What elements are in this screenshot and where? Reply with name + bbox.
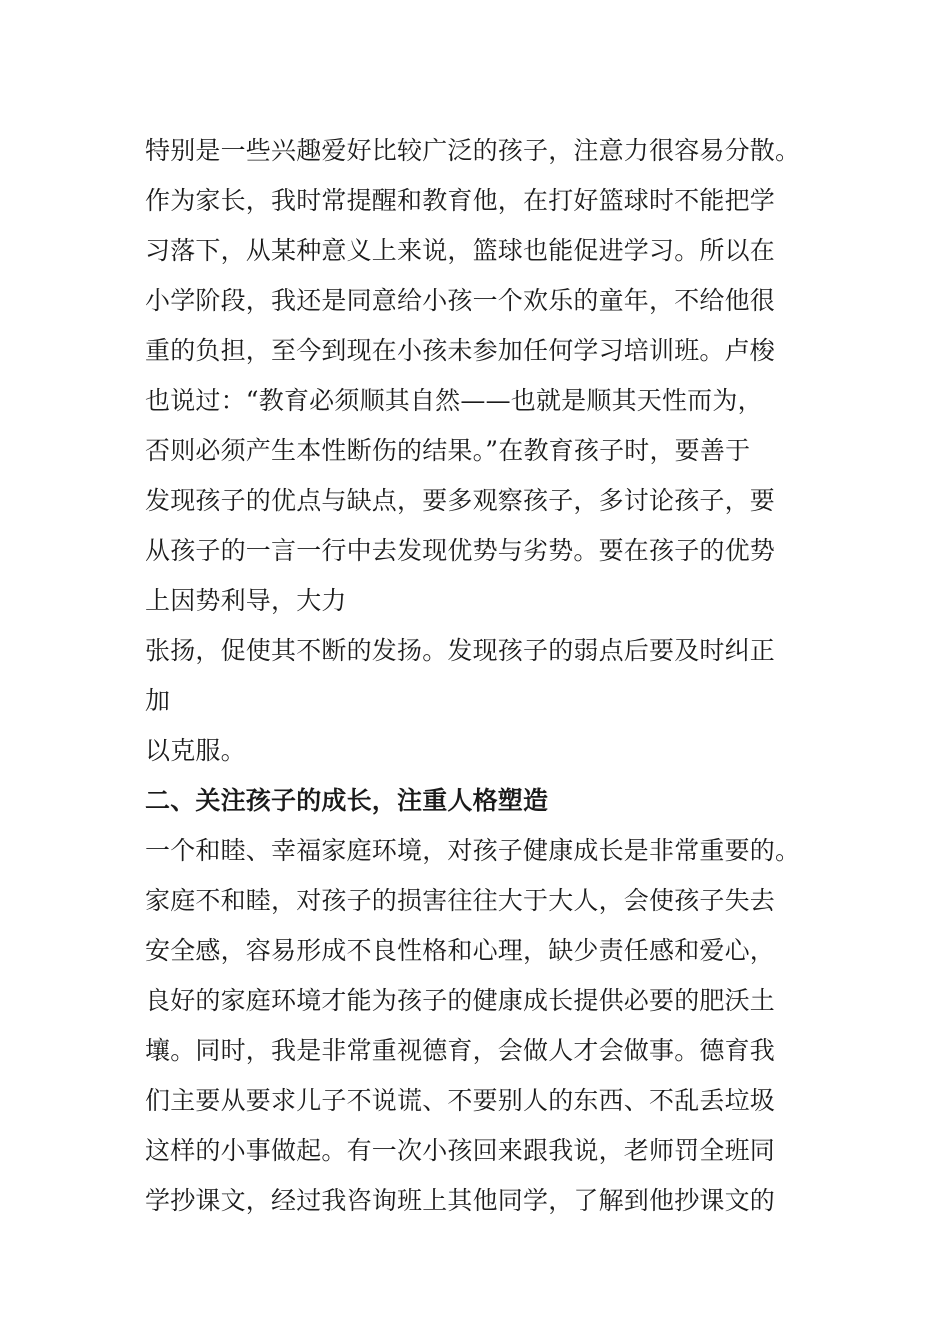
paragraph-line: 壤。同时，我是非常重视德育，会做人才会做事。德育我 xyxy=(145,1036,776,1065)
paragraph-line: 上因势利导，大力 xyxy=(145,586,347,615)
paragraph-line: 加 xyxy=(145,686,171,715)
paragraph-line: 也说过：“教育必须顺其自然——也就是顺其天性而为， xyxy=(145,386,763,415)
paragraph-line: 家庭不和睦，对孩子的损害往往大于大人，会使孩子失去 xyxy=(145,886,776,915)
paragraph-line: 良好的家庭环境才能为孩子的健康成长提供必要的肥沃土 xyxy=(145,986,776,1015)
paragraph-line: 重的负担，至今到现在小孩未参加任何学习培训班。卢梭 xyxy=(145,336,776,365)
paragraph-line: 学抄课文，经过我咨询班上其他同学，了解到他抄课文的 xyxy=(145,1186,776,1215)
section-heading: 二、关注孩子的成长，注重人格塑造 xyxy=(145,786,549,815)
paragraph-line: 发现孩子的优点与缺点，要多观察孩子，多讨论孩子，要 xyxy=(145,486,776,515)
paragraph-line: 们主要从要求儿子不说谎、不要别人的东西、不乱丢垃圾 xyxy=(145,1086,776,1115)
paragraph-line: 小学阶段，我还是同意给小孩一个欢乐的童年，不给他很 xyxy=(145,286,776,315)
paragraph-line: 习落下，从某种意义上来说，篮球也能促进学习。所以在 xyxy=(145,236,776,265)
paragraph-line: 从孩子的一言一行中去发现优势与劣势。要在孩子的优势 xyxy=(145,536,776,565)
paragraph-line: 特别是一些兴趣爱好比较广泛的孩子，注意力很容易分散。 xyxy=(145,136,801,165)
body-text xyxy=(145,126,865,1226)
paragraph-line: 这样的小事做起。有一次小孩回来跟我说，老师罚全班同 xyxy=(145,1136,776,1165)
paragraph-line: 安全感，容易形成不良性格和心理，缺少责任感和爱心， xyxy=(145,936,776,965)
paragraph-line: 否则必须产生本性断伤的结果。”在教育孩子时，要善于 xyxy=(145,436,751,465)
paragraph-line: 作为家长，我时常提醒和教育他，在打好篮球时不能把学 xyxy=(145,186,776,215)
paragraph-line: 一个和睦、幸福家庭环境，对孩子健康成长是非常重要的。 xyxy=(145,836,801,865)
paragraph-line: 以克服。 xyxy=(145,736,246,765)
paragraph-line: 张扬，促使其不断的发扬。发现孩子的弱点后要及时纠正 xyxy=(145,636,776,665)
